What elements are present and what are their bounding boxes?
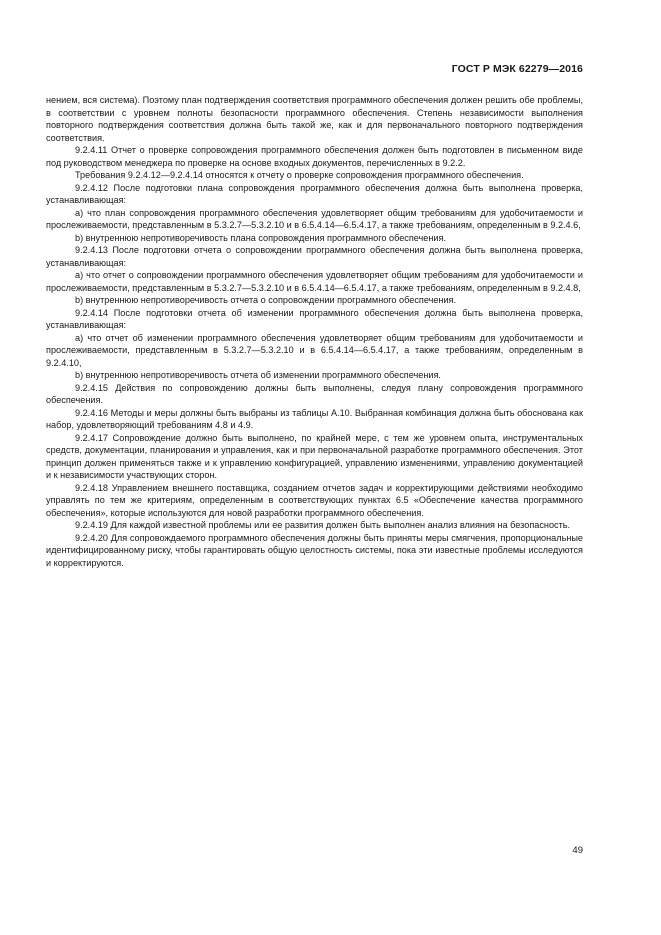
page-number: 49 — [572, 845, 583, 856]
list-item: b) внутреннюю непротиворечивость плана сопровождения программного обеспечения. — [75, 232, 446, 243]
clause-9-2-4-14: 9.2.4.14 После подготовки отчета об изменении программного обеспечения должна быть выполнена проверка, устанавливающая: — [46, 307, 583, 330]
document-header: ГОСТ Р МЭК 62279—2016 — [451, 63, 583, 75]
list-item: a) что план сопровождения программного обеспечения удовлетворяет общим требованиям для удобочитаемости и прослеживаемости, представленным в 5.3.2.7—5.3.2.10 и в 6.5.4.14—6.5.4.17, а также требованиям, определенным в 9.2.4.6, — [46, 207, 583, 230]
clause-9-2-4-13: 9.2.4.13 После подготовки отчета о сопровождении программного обеспечения должна быть выполнена проверка, устанавливающая: — [46, 245, 583, 268]
clause-9-2-4-16: 9.2.4.16 Методы и меры должны быть выбраны из таблицы А.10. Выбранная комбинация должна быть обоснована как набор, удовлетворяющий требованиям 4.8 и 4.9. — [46, 407, 583, 430]
clause-9-2-4-15: 9.2.4.15 Действия по сопровождению должны быть выполнены, следуя плану сопровождения программного обеспечения. — [46, 382, 583, 405]
clause-9-2-4-11: 9.2.4.11 Отчет о проверке сопровождения программного обеспечения должен быть подготовлен в письменном виде под руководством менеджера по проверке на основе входных документов, перечисленных в 9.2.2. — [46, 145, 583, 168]
clause-9-2-4-17: 9.2.4.17 Сопровождение должно быть выполнено, по крайней мере, с тем же уровнем опыта, инструментальных средств, документации, планирования и управления, как и при первоначальной разработке программного обеспечения. Этот принцип должен применяться также и к управлению конфигурацией, управлению изменениями, управлению документацией и к независимости участвующих сторон. — [46, 432, 583, 480]
list-item: b) внутреннюю непротиворечивость отчета об изменении программного обеспечения. — [75, 370, 441, 380]
clause-9-2-4-20: 9.2.4.20 Для сопровождаемого программного обеспечения должны быть приняты меры смягчения, пропорциональные идентифицированному риску, чтобы гарантировать общую целостность системы, пока эти известные проблемы исследуются и корректируются. — [46, 532, 583, 568]
clause-9-2-4-18: 9.2.4.18 Управлением внешнего поставщика, созданием отчетов задач и корректирующими действиями необходимо управлять по тем же критериям, определенным в соответствующих пунктах 6.5 «Обеспечение качества программного обеспечения», которые используются для новой разработки программного обеспечения. — [46, 482, 583, 518]
list-item: a) что отчет об изменении программного обеспечения удовлетворяет общим требованиям для удобочитаемости и прослеживаемости, представленным в 5.3.2.7—5.3.2.10 и в 6.5.4.14—6.5.4.17, а также требованиям, определенным в 9.2.4.10, — [46, 332, 583, 368]
clause-9-2-4-19: 9.2.4.19 Для каждой известной проблемы или ее развития должен быть выполнен анализ влияния на безопасность. — [75, 520, 571, 530]
list-item: a) что отчет о сопровождении программного обеспечения удовлетворяет общим требованиям для удобочитаемости и прослеживаемости, представленным в 5.3.2.7—5.3.2.10 и в 6.5.4.14—6.5.4.17, а также требованиям, определенным в 9.2.4.8, — [46, 270, 583, 293]
clause-9-2-4-12: 9.2.4.12 После подготовки плана сопровождения программного обеспечения должна быть выполнена проверка, устанавливающая: — [46, 182, 583, 205]
list-item: b) внутреннюю непротиворечивость отчета о сопровождении программного обеспечения. — [75, 295, 457, 305]
paragraph-requirements-note: Требования 9.2.4.12—9.2.4.14 относятся к отчету о проверке сопровождения программного обеспечения. — [75, 170, 524, 180]
paragraph-continuation: нением, вся система). Поэтому план подтверждения соответствия программного обеспечения должен решить обе проблемы, в соответствии с уровнем полноты безопасности программного обеспечения. Степень независимости выполнения повторного подтверждения соответствия должна быть такой же, как и для первоначального повторного подтверждения соответствия. — [46, 95, 583, 143]
page-body — [46, 94, 583, 569]
